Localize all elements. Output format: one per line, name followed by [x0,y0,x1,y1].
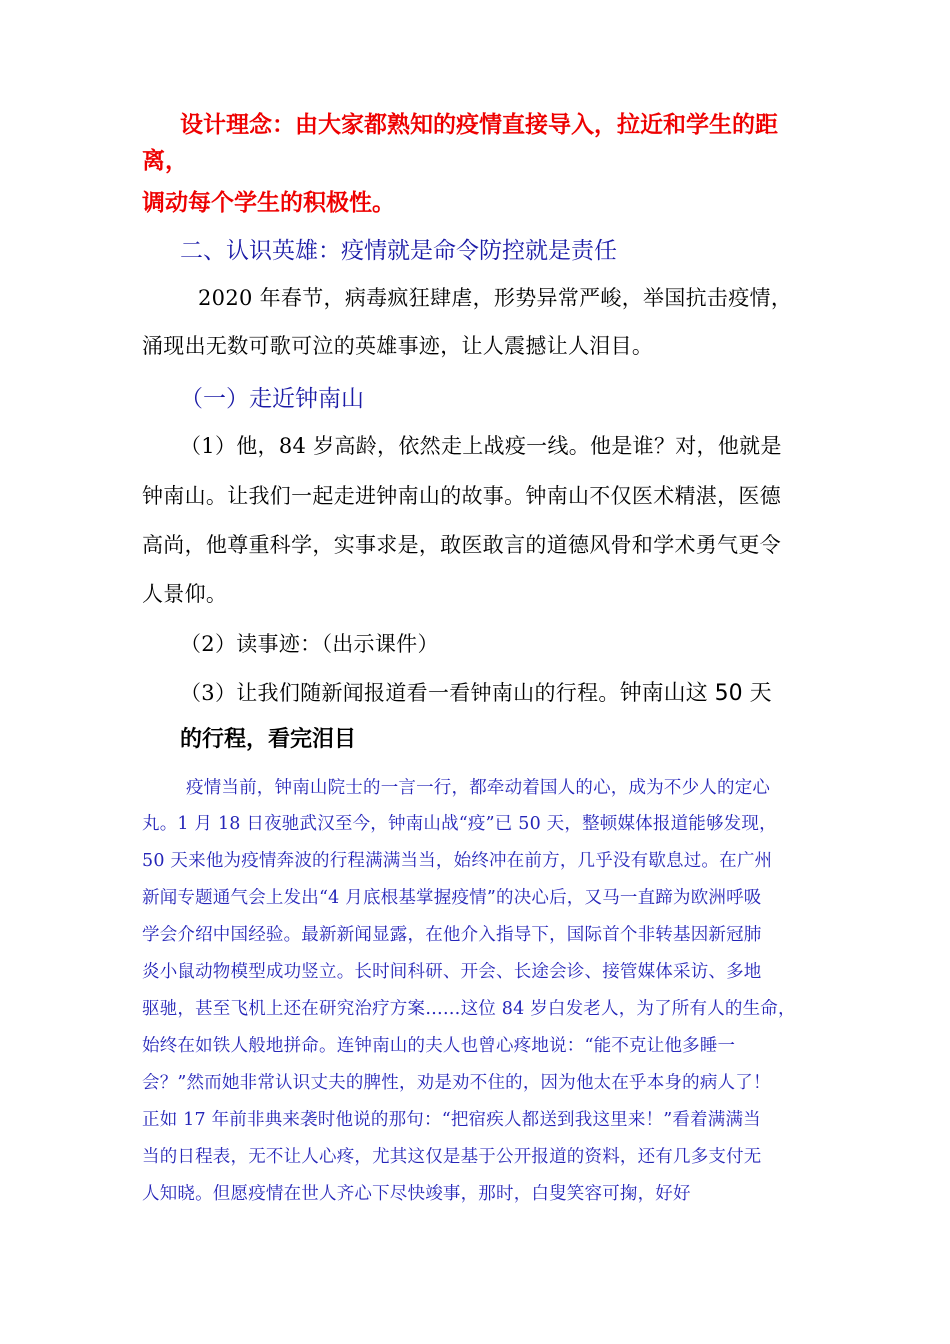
paragraph3-line1 [180,676,772,707]
news-line: 人知晓。但愿疫情在世人齐心下尽快竣事，那时，白叟笑容可掬，好好 [142,1184,691,1204]
news-line: 会？”然而她非常认识丈夫的脾性，劝是劝不住的，因为他太在乎本身的病人了！ [142,1073,771,1093]
paragraph3-line2: 的行程，看完泪目 [180,727,357,752]
paragraph3-prefix: （3）让我们随新闻报道看一看钟南山的行程。 [180,681,620,705]
section2-heading: 二、认识英雄：疫情就是命令防控就是责任 [180,238,617,264]
news-line: 炎小鼠动物模型成功竖立。长时间科研、开会、长途会诊、接管媒体采访、多地 [142,962,762,982]
news-line: 始终在如铁人般地拼命。连钟南山的夫人也曾心疼地说：“能不克让他多睡一 [142,1036,736,1056]
news-line: 当的日程表，无不让人心疼，尤其这仅是基于公开报道的资料，还有几多支付无 [142,1147,762,1167]
paragraph3-emphasis: 钟南山这 50 天 [619,681,772,706]
news-line: 丸。1 月 18 日夜驰武汉至今，钟南山战“疫”已 50 天，整顿媒体报道能够发现， [142,814,777,834]
paragraph1-line4: 人景仰。 [142,582,228,606]
paragraph2: （2）读事迹：（出示课件） [180,632,439,656]
design-concept-line3: 调动每个学生的积极性。 [142,190,395,216]
design-concept-line1: 设计理念：由大家都熟知的疫情直接导入，拉近和学生的距 [180,112,778,138]
paragraph1-line3: 高尚，他尊重科学，实事求是，敢医敢言的道德风骨和学术勇气更令 [142,533,781,557]
paragraph1-line2: 钟南山。让我们一起走进钟南山的故事。钟南山不仅医术精湛，医德 [142,484,781,508]
news-line: 正如 17 年前非典来袭时他说的那句：“把宿疾人都送到我这里来！”看着满满当 [142,1110,761,1130]
section2-intro-line1: 2020 年春节，病毒疯狂肆虐，形势异常严峻，举国抗击疫情， [198,286,793,310]
news-line: 50 天来他为疫情奔波的行程满满当当，始终冲在前方，几乎没有歇息过。在广州 [142,851,773,871]
news-line: 新闻专题通气会上发出“4 月底根基掌握疫情”的决心后，又马一直蹄为欧洲呼吸 [142,888,762,908]
paragraph1-line1: （1）他，84 岁高龄，依然走上战疫一线。他是谁？对，他就是 [180,434,782,458]
news-line: 疫情当前，钟南山院士的一言一行，都牵动着国人的心，成为不少人的定心 [186,778,771,798]
section2-intro-line2: 涌现出无数可歌可泣的英雄事迹，让人震撼让人泪目。 [142,334,654,358]
subsection1-heading: （一）走近钟南山 [180,386,364,412]
news-line: 学会介绍中国经验。最新新闻显露，在他介入指导下，国际首个非转基因新冠肺 [142,925,762,945]
news-line: 驱驰，甚至飞机上还在研究治疗方案……这位 84 岁白发老人，为了所有人的生命， [142,999,796,1019]
design-concept-line2: 离， [142,148,188,174]
